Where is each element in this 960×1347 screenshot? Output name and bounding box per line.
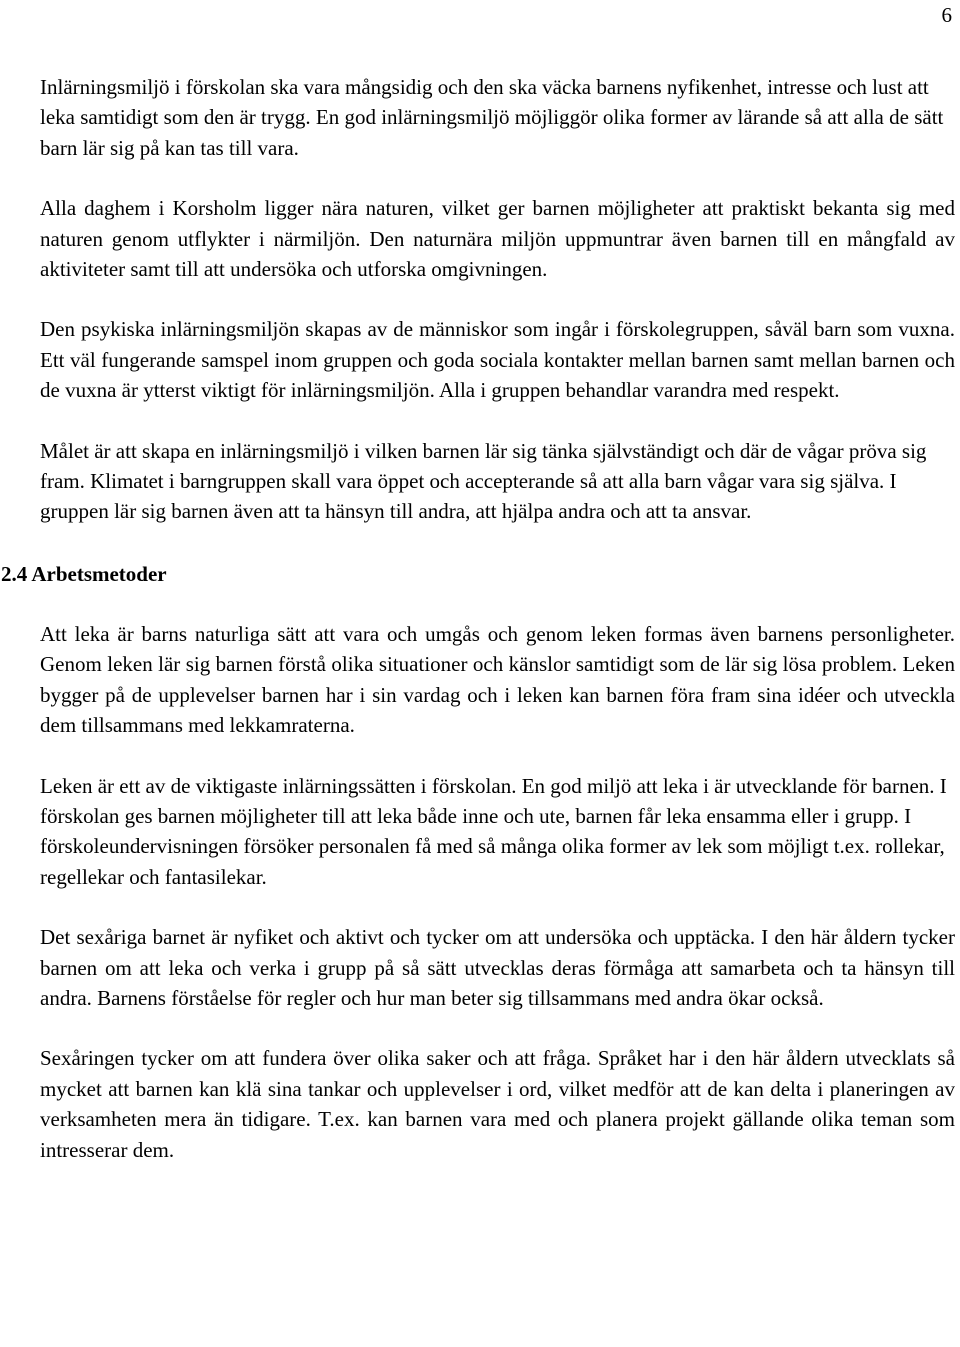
page-content (1, 72, 955, 1165)
page-number: 6 (941, 3, 952, 27)
section-heading: 2.4 Arbetsmetoder (1, 561, 167, 586)
paragraph-six-year-old: Det sexåriga barnet är nyfiket och aktivt och tycker om att undersöka och upptäcka. I den här åldern tycker barnen om att leka och verka i grupp på så sätt utvecklas deras förmåga att samarbeta och ta hänsyn till andra. Barnens förståelse för regler och hur man beter sig tillsammans med andra ökar också. (40, 925, 955, 1010)
paragraph-play: Att leka är barns naturliga sätt att vara och umgås och genom leken formas även barnens personligheter. Genom leken lär sig barnen förstå olika situationer och känslor samtidigt som de lär sig lösa problem. Leken bygger på de upplevelser barnen har i sin vardag och i leken kan barnen föra fram sina idéer och utveckla dem tillsammans med lekkamraterna. (40, 621, 955, 738)
paragraph-psychological-environment: Den psykiska inlärningsmiljön skapas av de människor som ingår i förskolegruppen, såväl barn som vuxna. Ett väl fungerande samspel inom gruppen och goda sociala kontakter mellan barnen samt mellan barnen och de vuxna är ytterst viktigt för inlärningsmiljön. Alla i gruppen behandlar varandra med respekt. (40, 317, 955, 403)
paragraph-play-learning: Leken är ett av de viktigaste inlärningssätten i förskolan. En god miljö att leka i är utvecklande för barnen. I förskolan ges barnen möjligheter till att leka både inne och ute, barnen får leka ensamma eller i grupp. I förskoleundervisningen försöker personalen få med så många olika former av lek som möjligt t.ex. rollekar, regellekar och fantasilekar. (40, 773, 947, 889)
paragraph-nature: Alla daghem i Korsholm ligger nära naturen, vilket ger barnen möjligheter att praktiskt bekanta sig med naturen genom utflykter i närmiljön. Den naturnära miljön uppmuntrar även barnen till en mångfald av aktiviteter samt till att undersöka och utforska omgivningen. (40, 196, 955, 282)
paragraph-language: Sexåringen tycker om att fundera över olika saker och att fråga. Språket har i den här åldern utvecklats så mycket att barnen kan klä sina tankar och upplevelser i ord, vilket medför att de kan delta i planeringen av verksamheten mera än tidigare. T.ex. kan barnen vara med och planera projekt gällande olika teman som intresserar dem. (40, 1046, 955, 1162)
paragraph-goal: Målet är att skapa en inlärningsmiljö i vilken barnen lär sig tänka självständigt och där de vågar pröva sig fram. Klimatet i barngruppen skall vara öppet och accepterande så att alla barn vågar vara sig själva. I gruppen lär sig barnen även att ta hänsyn till andra, att hjälpa andra och att ta ansvar. (40, 438, 927, 524)
paragraph-learning-environment: Inlärningsmiljö i förskolan ska vara mångsidig och den ska väcka barnens nyfikenhet, intresse och lust att leka samtidigt som den är trygg. En god inlärningsmiljö möjliggör olika former av lärande så att alla de sätt barn lär sig på kan tas till vara. (40, 75, 944, 160)
